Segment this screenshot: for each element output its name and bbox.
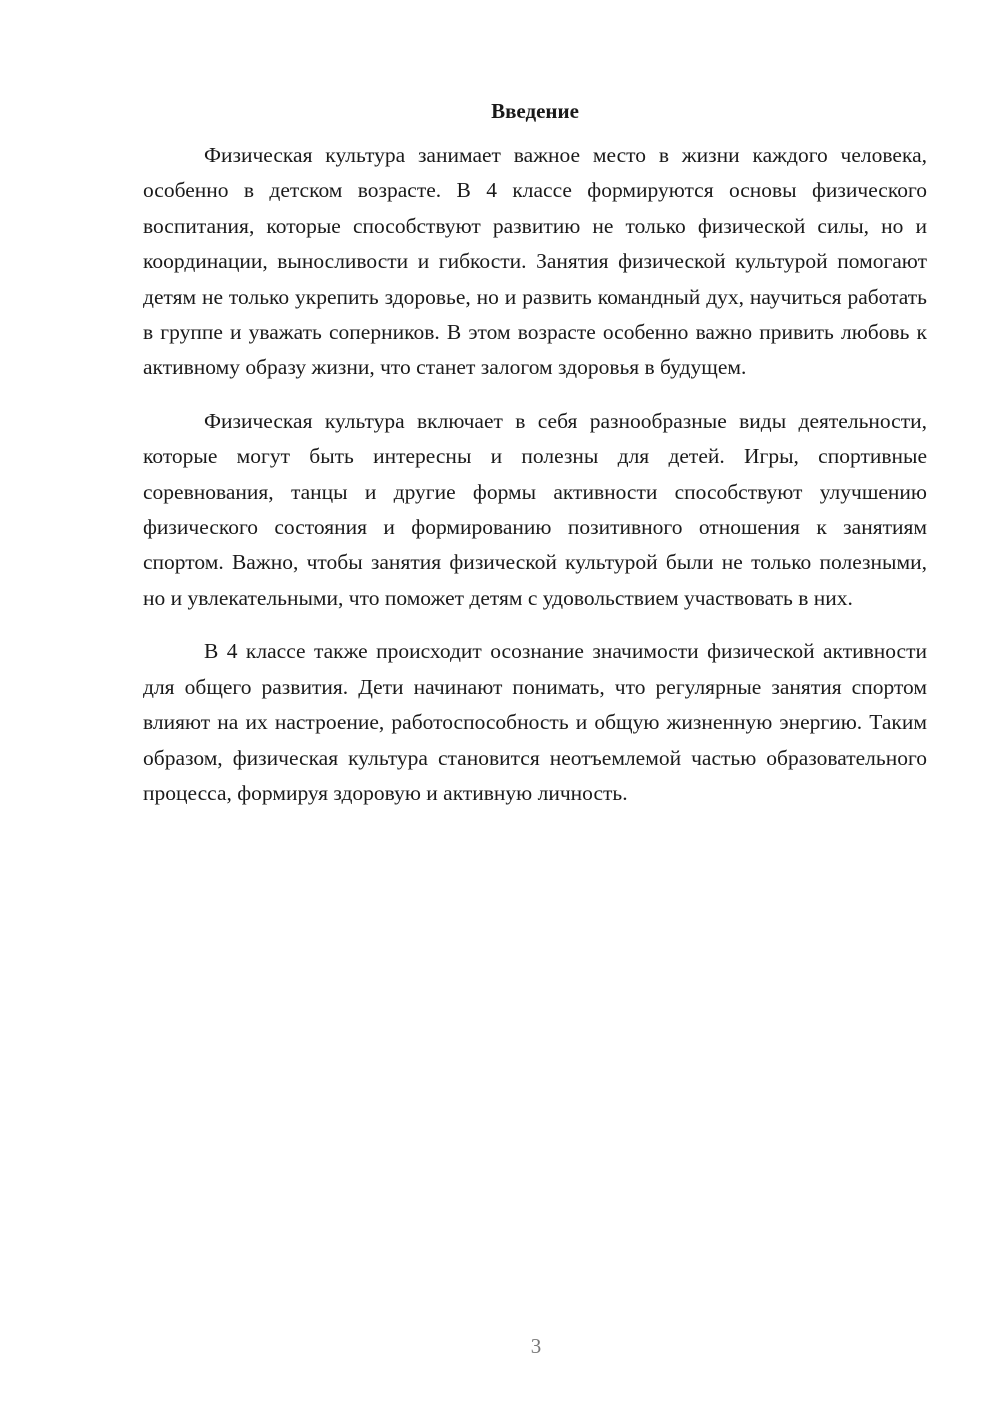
section-title: Введение xyxy=(491,99,579,123)
paragraph-2: Физическая культура включает в себя разнообразные виды деятельности, которые могут быть интересны и полезны для детей. Игры, спортивные соревнования, танцы и другие формы активности способствуют улучшению физического состояния и формированию позитивного отношения к занятиям спортом. Важно, чтобы занятия физической культурой были не только полезными, но и увлекательными, что поможет детям с удовольствием участвовать в них. xyxy=(143,408,927,610)
page-content xyxy=(143,96,927,829)
page-number: 3 xyxy=(530,1334,542,1358)
paragraph-3: В 4 классе также происходит осознание значимости физической активности для общего развития. Дети начинают понимать, что регулярные занятия спортом влияют на их настроение, работоспособность и общую жизненную энергию. Таким образом, физическая культура становится неотъемлемой частью образовательного процесса, формируя здоровую и активную личность. xyxy=(143,639,927,805)
paragraph-1: Физическая культура занимает важное место в жизни каждого человека, особенно в детском возрасте. В 4 классе формируются основы физического воспитания, которые способствуют развитию не только физической силы, но и координации, выносливости и гибкости. Занятия физической культурой помогают детям не только укрепить здоровье, но и развить командный дух, научиться работать в группе и уважать соперников. В этом возрасте особенно важно привить любовь к активному образу жизни, что станет залогом здоровья в будущем. xyxy=(143,143,927,380)
